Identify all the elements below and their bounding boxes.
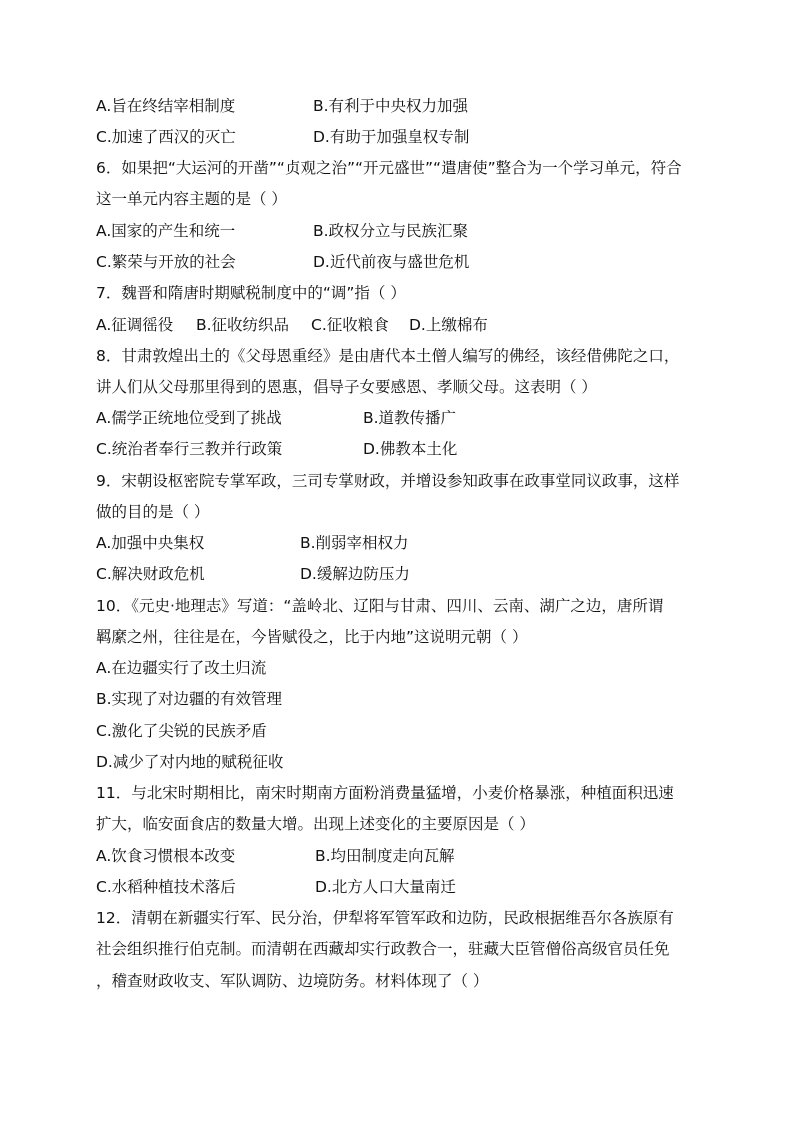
q5-option-d: D.有助于加强皇权专制 xyxy=(313,128,470,146)
q12-stem-line2: 社会组织推行伯克制。而清朝在西藏却实行政教合一，驻藏大臣管僧俗高级官员任免 xyxy=(96,940,670,958)
q5-option-a: A.旨在终结宰相制度 xyxy=(96,97,236,115)
q10-option-d: D.减少了对内地的赋税征收 xyxy=(96,753,284,771)
q10-option-c: C.激化了尖锐的民族矛盾 xyxy=(96,722,267,740)
q8-option-b: B.道教传播广 xyxy=(363,409,457,427)
q5-option-b: B.有利于中央权力加强 xyxy=(313,97,469,115)
q8-option-d: D.佛教本土化 xyxy=(363,440,458,458)
q7-option-b: B.征收纺织品 xyxy=(196,316,290,334)
q10-stem-line2: 羁縻之州，往往是在，今皆赋役之，比于内地”这说明元朝（ ） xyxy=(96,628,528,646)
q11-stem-line1: 11．与北宋时期相比，南宋时期南方面粉消费量猛增，小麦价格暴涨，种植面积迅速 xyxy=(96,784,674,802)
q7-stem-line1: 7．魏晋和隋唐时期赋税制度中的“调”指（ ） xyxy=(96,284,406,302)
q6-option-b: B.政权分立与民族汇聚 xyxy=(313,222,469,240)
q8-option-a: A.儒学正统地位受到了挑战 xyxy=(96,409,282,427)
q11-option-c: C.水稻种植技术落后 xyxy=(96,878,236,896)
q9-option-d: D.缓解边防压力 xyxy=(300,565,410,583)
q10-option-b: B.实现了对边疆的有效管理 xyxy=(96,690,283,708)
q8-option-c: C.统治者奉行三教并行政策 xyxy=(96,440,283,458)
q6-option-d: D.近代前夜与盛世危机 xyxy=(313,253,470,271)
q7-option-d: D.上缴棉布 xyxy=(409,316,488,334)
q9-option-a: A.加强中央集权 xyxy=(96,534,205,552)
q6-stem-line2: 这一单元内容主题的是（ ） xyxy=(96,190,287,208)
q11-option-b: B.均田制度走向瓦解 xyxy=(315,847,455,865)
q12-stem-line3: ，稽查财政收支、军队调防、边境防务。材料体现了（ ） xyxy=(96,972,489,990)
q7-option-c: C.征收粮食 xyxy=(311,316,389,334)
q10-option-a: A.在边疆实行了改土归流 xyxy=(96,659,267,677)
q8-stem-line2: 讲人们从父母那里得到的恩惠，倡导子女要感恩、孝顺父母。这表明（ ） xyxy=(96,378,597,396)
q12-stem-line1: 12．清朝在新疆实行军、民分治，伊犁将军管军政和边防，民政根据维吾尔各族原有 xyxy=(96,909,674,927)
q9-stem-line1: 9．宋朝设枢密院专掌军政，三司专掌财政，并增设参知政事在政事堂同议政事，这样 xyxy=(96,472,680,490)
q5-option-c: C.加速了西汉的灭亡 xyxy=(96,128,236,146)
q11-option-d: D.北方人口大量南迁 xyxy=(315,878,456,896)
q8-stem-line1: 8．甘肃敦煌出土的《父母恩重经》是由唐代本土僧人编写的佛经，该经借佛陀之口， xyxy=(96,347,680,365)
q6-option-c: C.繁荣与开放的社会 xyxy=(96,253,236,271)
q6-stem-line1: 6．如果把“大运河的开凿”“贞观之治”“开元盛世”“遣唐使”整合为一个学习单元，符合 xyxy=(96,159,682,177)
q10-stem-line1: 10．《元史·地理志》写道：“盖岭北、辽阳与甘肃、四川、云南、湖广之边，唐所谓 xyxy=(96,597,664,615)
q9-option-b: B.削弱宰相权力 xyxy=(300,534,409,552)
q9-option-c: C.解决财政危机 xyxy=(96,565,205,583)
q11-option-a: A.饮食习惯根本改变 xyxy=(96,847,236,865)
q6-option-a: A.国家的产生和统一 xyxy=(96,222,236,240)
q11-stem-line2: 扩大，临安面食店的数量大增。出现上述变化的主要原因是（ ） xyxy=(96,815,535,833)
q7-option-a: A.征调徭役 xyxy=(96,316,174,334)
q9-stem-line2: 做的目的是（ ） xyxy=(96,503,210,521)
